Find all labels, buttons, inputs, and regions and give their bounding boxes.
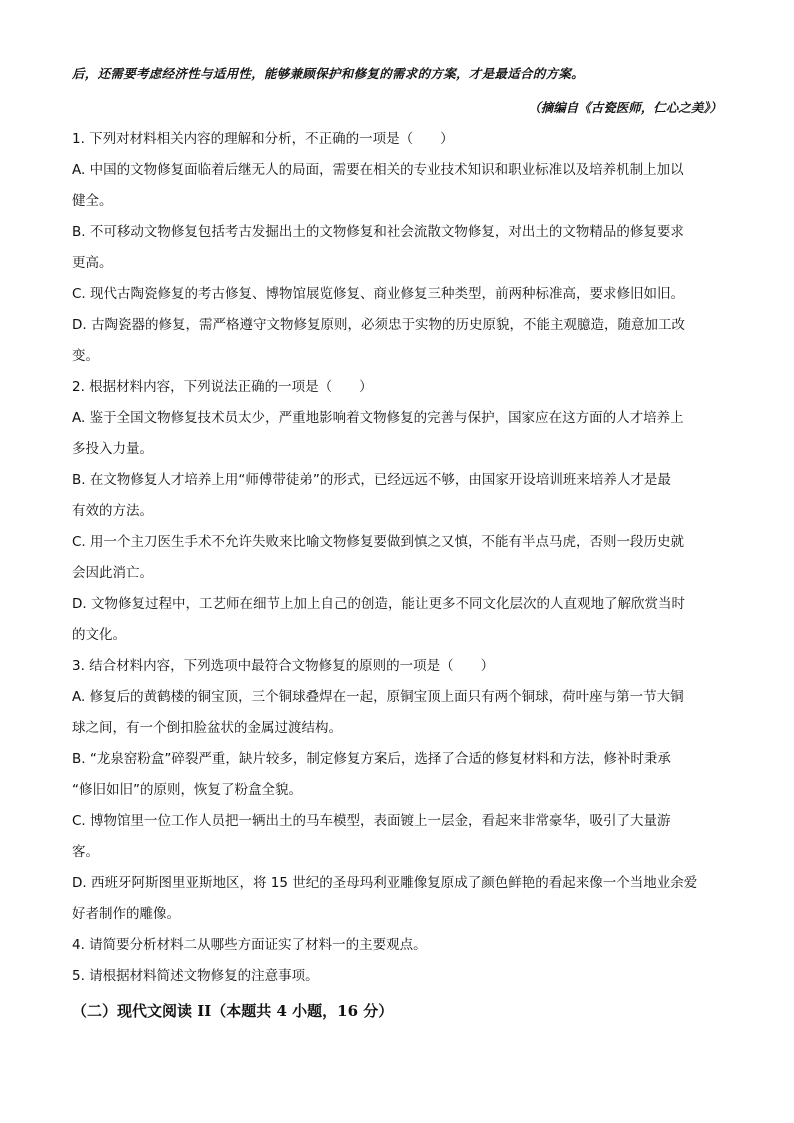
text-line: 2. 根据材料内容，下列说法正确的一项是（ ） (72, 379, 373, 395)
text-line: 球之间，有一个倒扣脸盆状的金属过渡结构。 (72, 720, 342, 736)
text-line: D. 文物修复过程中，工艺师在细节上加上自己的创造，能让更多不同文化层次的人直观地了解欣赏当时 (72, 596, 685, 612)
text-line: C. 用一个主刀医生手术不允许失败来比喻文物修复要做到慎之又慎，不能有半点马虎，否则一段历史就 (72, 534, 685, 550)
text-line: 好者制作的雕像。 (72, 906, 180, 922)
text-line: 5. 请根据材料简述文物修复的注意事项。 (72, 968, 319, 984)
text-line: 变。 (72, 348, 99, 364)
text-line: D. 古陶瓷器的修复，需严格遵守文物修复原则，必须忠于实物的历史原貌，不能主观臆造，随意加工改 (72, 317, 685, 333)
source-citation: （摘编自《古瓷医师，仁心之美》） (528, 100, 722, 115)
text-line: 多投入力量。 (72, 441, 153, 457)
text-line: B. 不可移动文物修复包括考古发掘出土的文物修复和社会流散文物修复，对出土的文物精品的修复要求 (72, 224, 684, 240)
text-line: 健全。 (72, 193, 113, 209)
text-line: D. 西班牙阿斯图里亚斯地区，将 15 世纪的圣母玛利亚雕像复原成了颜色鲜艳的看起来像一个当地业余爱 (72, 875, 698, 891)
text-line: 3. 结合材料内容，下列选项中最符合文物修复的原则的一项是（ ） (72, 658, 495, 674)
text-line: A. 中国的文物修复面临着后继无人的局面，需要在相关的专业技术知识和职业标准以及培养机制上加以 (72, 162, 684, 178)
text-line: 更高。 (72, 255, 113, 271)
text-line: 的文化。 (72, 627, 126, 643)
text-line: 有效的方法。 (72, 503, 153, 519)
passage-ending: 后，还需要考虑经济性与适用性，能够兼顾保护和修复的需求的方案，才是最适合的方案。 (72, 66, 585, 81)
text-line: 4. 请简要分析材料二从哪些方面证实了材料一的主要观点。 (72, 937, 427, 953)
text-line: A. 修复后的黄鹤楼的铜宝顶，三个铜球叠焊在一起，原铜宝顶上面只有两个铜球，荷叶座与第一节大铜 (72, 689, 684, 705)
text-line: 1. 下列对材料相关内容的理解和分析，不正确的一项是（ ） (72, 131, 454, 147)
section-heading: （二）现代文阅读 II（本题共 4 小题，16 分） (72, 1002, 394, 1020)
question-list (72, 128, 722, 996)
text-line: B. “龙泉窑粉盒”碎裂严重，缺片较多，制定修复方案后，选择了合适的修复材料和方法，修补时秉承 (72, 751, 671, 767)
text-line: C. 博物馆里一位工作人员把一辆出土的马车模型，表面镀上一层金，看起来非常豪华，吸引了大量游 (72, 813, 671, 829)
text-line: B. 在文物修复人才培养上用“师傅带徒弟”的形式，已经远远不够，由国家开设培训班来培养人才是最 (72, 472, 671, 488)
text-line: “修旧如旧”的原则，恢复了粉盒全貌。 (72, 782, 302, 798)
text-line: A. 鉴于全国文物修复技术员太少，严重地影响着文物修复的完善与保护，国家应在这方面的人才培养上 (72, 410, 684, 426)
text-line: 会因此消亡。 (72, 565, 153, 581)
text-line: C. 现代古陶瓷修复的考古修复、博物馆展览修复、商业修复三种类型，前两种标准高，要求修旧如旧。 (72, 286, 685, 302)
text-line: 客。 (72, 844, 99, 860)
